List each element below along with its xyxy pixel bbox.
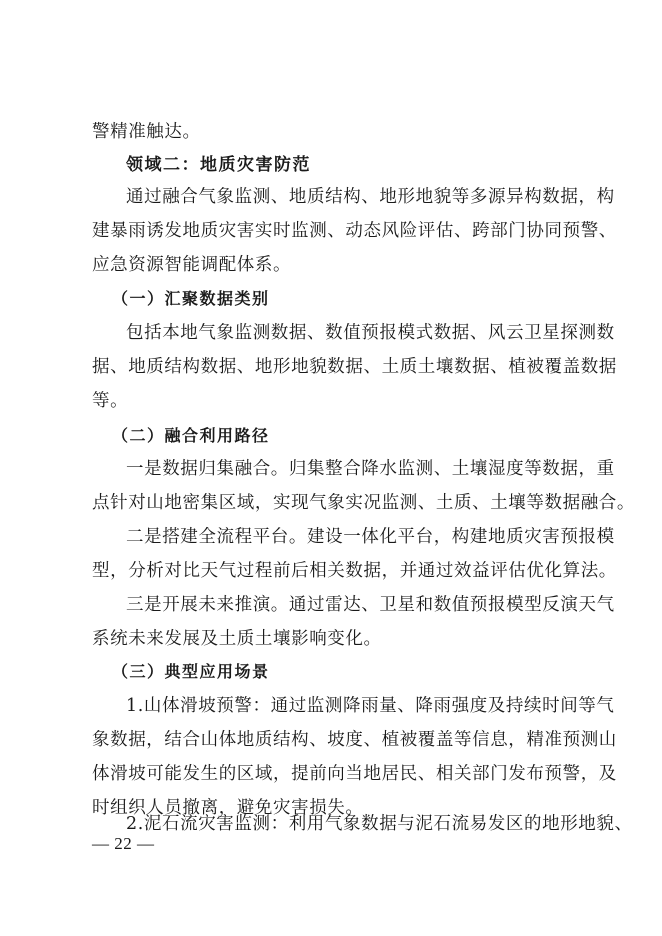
- paragraph-line: 2.泥石流灾害监测：利用气象数据与泥石流易发区的地形地貌、: [126, 814, 633, 834]
- paragraph-line: 型，分析对比天气过程前后相关数据，并通过效益评估优化算法。: [92, 561, 617, 581]
- paragraph-line: 1.山体滑坡预警：通过监测降雨量、降雨强度及持续时间等气: [126, 696, 615, 716]
- subsection-heading: （一）汇聚数据类别: [112, 289, 270, 308]
- paragraph-line: 警精准触达。: [92, 122, 201, 142]
- section-heading: 领域二：地质灾害防范: [126, 155, 311, 175]
- subsection-heading: （二）融合利用路径: [112, 426, 270, 445]
- paragraph-line: 一是数据归集融合。归集整合降水监测、土壤湿度等数据，重: [126, 459, 615, 479]
- paragraph-line: 通过融合气象监测、地质结构、地形地貌等多源异构数据，构: [126, 187, 615, 207]
- paragraph-line: 体滑坡可能发生的区域，提前向当地居民、相关部门发布预警，及: [92, 764, 617, 784]
- paragraph-line: 系统未来发展及土质土壤影响变化。: [92, 629, 382, 649]
- paragraph-line: 建暴雨诱发地质灾害实时监测、动态风险评估、跨部门协同预警、: [92, 221, 617, 241]
- paragraph-line: 等。: [92, 391, 129, 411]
- paragraph-line: 点针对山地密集区域，实现气象实况监测、土质、土壤等数据融合。: [92, 493, 635, 513]
- paragraph-line: 包括本地气象监测数据、数值预报模式数据、风云卫星探测数: [126, 323, 615, 343]
- page-number: — 22 —: [92, 834, 155, 853]
- paragraph-line: 三是开展未来推演。通过雷达、卫星和数值预报模型反演天气: [126, 595, 615, 615]
- paragraph-line: 二是搭建全流程平台。建设一体化平台，构建地质灾害预报模: [126, 527, 615, 547]
- paragraph-line: 时组织人员撤离，避免灾害损失。: [92, 798, 364, 818]
- subsection-heading: （三）典型应用场景: [112, 662, 270, 681]
- paragraph-line: 应急资源智能调配体系。: [92, 255, 292, 275]
- paragraph-line: 象数据，结合山体地质结构、坡度、植被覆盖等信息，精准预测山: [92, 730, 617, 750]
- paragraph-line: 据、地质结构数据、地形地貌数据、土质土壤数据、植被覆盖数据: [92, 357, 617, 377]
